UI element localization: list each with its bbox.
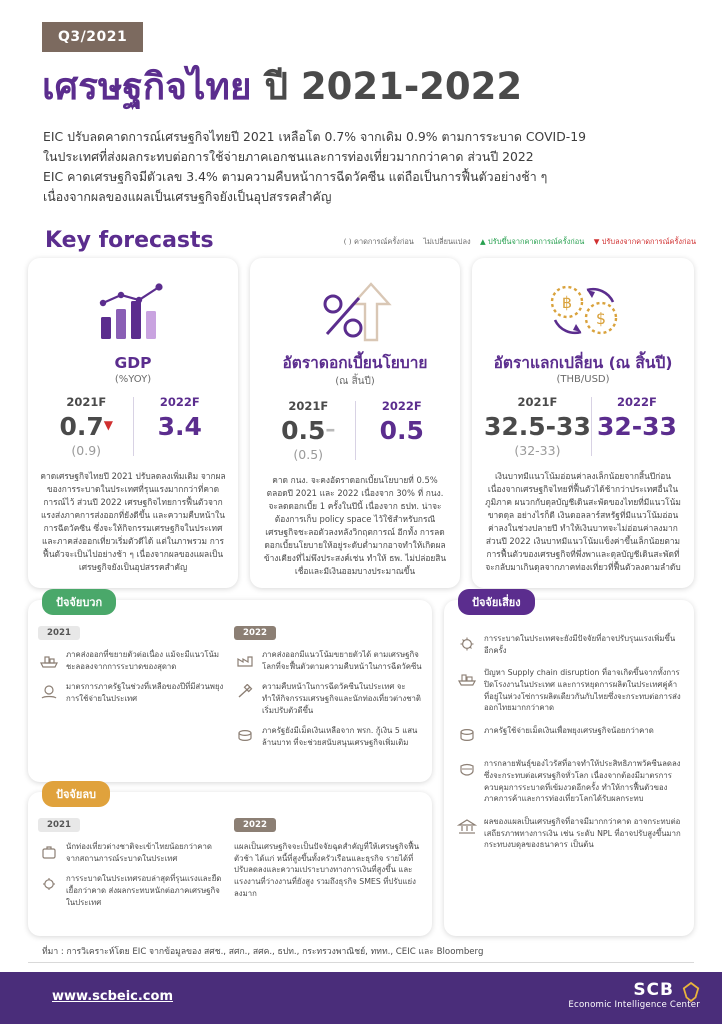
card-year2 (356, 399, 449, 462)
bank-icon (456, 725, 478, 747)
card-year-row (262, 399, 448, 462)
card-year1-prev: (0.5) (293, 447, 324, 463)
percent-arrow-icon (262, 276, 448, 348)
list-item (234, 841, 422, 899)
bar-chart-growth-icon (40, 276, 226, 348)
legend (344, 236, 696, 248)
list-item (456, 667, 682, 714)
card-year2-value: 0.5 (379, 416, 424, 446)
card-title: อัตราแลกเปลี่ยน (ณ สิ้นปี) (493, 354, 673, 372)
page-title-years: ปี 2021-2022 (264, 65, 523, 108)
list-item (38, 873, 226, 908)
list-item-text: ภาคส่งออกมีแนวโน้มขยายตัวได้ ตามเศรษฐกิจโลกที่จะฟื้นตัวตามความคืบหน้าในการฉีดวัคซีน (262, 650, 422, 671)
list-item (234, 649, 422, 672)
list-item-text: ภาครัฐใช้จ่ายเม็ดเงินเพื่อพยุงเศรษฐกิจน้อยกว่าคาด (484, 726, 654, 736)
card-subtitle: (THB/USD) (556, 374, 610, 386)
legend-flat: ไม่เปลี่ยนแปลง (423, 237, 471, 246)
container-ship-icon (456, 667, 478, 689)
luggage-icon (38, 841, 60, 863)
card-year1-label: 2021F (66, 395, 107, 410)
flat-icon: – (325, 417, 336, 442)
footer-website-link[interactable]: www.scbeic.com (52, 989, 173, 1004)
intro-line: ในประเทศที่ส่งผลกระทบต่อการใช้จ่ายภาคเอกชนและการท่องเที่ยวมากกว่าคาด ส่วนปี 2022 (43, 149, 534, 165)
list-item-text: การระบาดในประเทศรอบล่าสุดที่รุนแรงและยืดเยื้อกว่าคาด ส่งผลกระทบหนักต่อภาคเศรษฐกิจในประเทศ (66, 874, 222, 907)
page-title-th: เศรษฐกิจไทย (42, 65, 252, 108)
card-year1-value: 0.5 (281, 416, 326, 446)
negative-column-2022 (234, 812, 422, 908)
forecast-cards (28, 258, 694, 588)
panel-tab-risk: ปัจจัยเสี่ยง (458, 589, 535, 615)
card-year2-label: 2022F (381, 399, 422, 414)
card-year2-label: 2022F (159, 395, 200, 410)
list-item (456, 816, 682, 851)
list-item-text: นักท่องเที่ยวต่างชาติจะเข้าไทยน้อยกว่าคาด จากสถานการณ์ระบาดในประเทศ (66, 842, 212, 863)
negative-column-2021 (38, 812, 226, 908)
brand-subtitle: Economic Intelligence Center (568, 1000, 700, 1010)
card-year1-value: 32.5-33 (484, 412, 591, 442)
panel-negative-factors (28, 788, 432, 936)
card-year1-value: 0.7 (59, 412, 104, 442)
cargo-ship-icon (38, 649, 60, 671)
mask-icon (456, 758, 478, 780)
card-subtitle: (ณ สิ้นปี) (335, 376, 375, 388)
card-year2-value: 3.4 (157, 412, 202, 442)
list-item (456, 633, 682, 656)
card-year1-label: 2021F (517, 395, 558, 410)
list-item-text: การระบาดในประเทศจะยังมีปัจจัยที่อาจปรับรุนแรงเพิ่มขึ้นอีกครั้ง (484, 634, 676, 655)
factory-icon (234, 649, 256, 671)
list-item (456, 758, 682, 805)
scb-logo-icon (682, 982, 700, 1002)
card-title: GDP (114, 354, 152, 372)
card-year-row (40, 395, 226, 458)
divider (28, 962, 694, 963)
intro-line: EIC คาดเศรษฐกิจมีตัวเลข 3.4% ตามความคืบหน้าการฉีดวัคซีน แต่ถือเป็นการฟื้นตัวอย่างช้า ๆ (43, 169, 548, 185)
legend-down: ▼ ปรับลงจากคาดการณ์ครั้งก่อน (593, 237, 696, 246)
forecast-card-policy-rate (250, 258, 460, 588)
card-year1 (484, 395, 591, 458)
list-item (456, 725, 682, 747)
vaccine-icon (234, 681, 256, 703)
list-item-text: ภาคส่งออกที่ขยายตัวต่อเนื่อง แม้จะมีแนวโน้มชะลอลงจากการระบาดของสุดาด (66, 650, 219, 671)
list-item (38, 681, 226, 704)
list-item-text: ภาครัฐยังมีเม็ดเงินเหลือจาก พรก. กู้เงิน 5 แสนล้านบาท ที่จะช่วยสนับสนุนเศรษฐกิจเพิ่มเติม (262, 726, 418, 748)
year-chip-2021: 2021 (38, 818, 80, 832)
source-note: ที่มา : การวิเคราะห์โดย EIC จากข้อมูลของ สศช., สศก., สศค., ธปท., กระทรวงพาณิชย์, ททท., CEIC และ Bloomberg (42, 947, 484, 957)
brand-name: SCB (633, 980, 674, 1000)
legend-paren: ( ) คาดการณ์ครั้งก่อน (343, 237, 414, 246)
card-year1-value-wrap (40, 413, 133, 442)
positive-column-2022 (234, 620, 422, 749)
virus-icon (38, 873, 60, 895)
intro-paragraph (43, 127, 683, 207)
list-item (38, 841, 226, 864)
list-item-text: ความคืบหน้าในการฉีดวัคซีนในประเทศ จะทำให้กิจกรรมเศรษฐกิจและนักท่องเที่ยวต่างชาติเริ่มปรับตัวดีขึ้น (262, 682, 421, 715)
money-hand-icon (38, 681, 60, 703)
legend-up: ▲ ปรับขึ้นจากคาดการณ์ครั้งก่อน (480, 237, 585, 246)
card-year2 (592, 395, 682, 458)
svg-text:฿: ฿ (561, 293, 573, 312)
card-year1 (262, 399, 355, 462)
year-chip-2022: 2022 (234, 818, 276, 832)
card-year-row (484, 395, 682, 458)
list-item (234, 681, 422, 716)
svg-text:$: $ (595, 309, 607, 328)
card-year1-label: 2021F (288, 399, 329, 414)
panel-tab-positive: ปัจจัยบวก (42, 589, 116, 615)
card-subtitle: (%YOY) (114, 374, 152, 386)
list-item-text: ผลของแผลเป็นเศรษฐกิจที่อาจมีมากกว่าคาด อาจกระทบต่อเสถียรภาพทางการเงิน เช่น ระดับ NPL ที่อาจปรับสูงขึ้นมากกระทบงบดุลของธนาคาร เป็นต้น (484, 816, 681, 850)
down-arrow-icon: ▼ (103, 418, 114, 433)
card-year2 (134, 395, 227, 458)
panel-risk-factors (444, 596, 694, 936)
list-item-text: แผลเป็นเศรษฐกิจจะเป็นปัจจัยฉุดสำคัญที่ให้เศรษฐกิจฟื้นตัวช้า ได้แก่ หนี้ที่สูงขึ้นทั้งครัวเรือนและธุรกิจ รายได้ที่ปรับลดลงและความเปราะบางทางการเงินที่สูงขึ้น และแรงงานที่ว่างงานที่ยังสูง รวมถึงธุรกิจ SMES ที่ปรับแย่งลงมาก (234, 842, 420, 898)
list-item-text: ปัญหา Supply chain disruption ที่อาจเกิดขึ้นจากทั้งการปิดโรงงานในประเทศ และการหยุดการผลิตในประเทศคู่ค้าที่อยู่ในห่วงโซ่การผลิตเดียวกันกับไทยซึ่งจะกระทบต่อการส่งออกไทยมากกว่าคาด (484, 668, 681, 713)
intro-line: เนื่องจากผลของแผลเป็นเศรษฐกิจยังเป็นอุปสรรคสำคัญ (43, 189, 332, 205)
quarter-badge: Q3/2021 (42, 22, 143, 52)
list-item (234, 725, 422, 748)
risk-list (444, 600, 694, 859)
panel-tab-negative: ปัจจัยลบ (42, 781, 110, 807)
forecast-card-gdp (28, 258, 238, 588)
forecast-card-fx (472, 258, 694, 588)
section-title-key-forecasts: Key forecasts (45, 228, 214, 253)
footer-brand (568, 980, 700, 1010)
year-chip-2021: 2021 (38, 626, 80, 640)
year-chip-2022: 2022 (234, 626, 276, 640)
card-body: เงินบาทมีแนวโน้มอ่อนค่าลงเล็กน้อยจากสิ้นปีก่อน เนื่องจากเศรษฐกิจไทยที่ฟื้นตัวได้ช้ากว่าประเทศอื่นในภูมิภาค ผนวกกับดุลบัญชีเดินสะพัดของไทยที่มีแนวโน้มขาดดุล อย่างไรก็ดี เงินดอลลาร์สหรัฐที่มีแนวโน้มอ่อนค่าลงในช่วงปลายปี ทำให้เงินบาทจะไม่อ่อนค่าลงมาก ส่วนปี 2022 เงินบาทมีแนวโน้มแข็งค่าขึ้นเล็กน้อยตามการฟื้นตัวของเศรษฐกิจที่พึ่งพาและดุลบัญชีเดินสะพัดที่จะกลับมาเกินดุลจากภาคท่องเที่ยวที่ฟื้นตัวลงตามลำดับ (485, 471, 681, 573)
panel-positive-factors (28, 596, 432, 782)
card-year1-prev: (32-33) (514, 443, 561, 459)
page-footer (0, 972, 722, 1024)
card-year1-prev: (0.9) (71, 443, 102, 459)
bank-columns-icon (456, 816, 478, 838)
card-year1 (40, 395, 133, 458)
card-year2-label: 2022F (616, 395, 657, 410)
virus-icon (456, 633, 478, 655)
fx-exchange-icon (484, 276, 682, 348)
positive-columns (28, 600, 432, 757)
page-title (42, 66, 522, 109)
negative-columns (28, 792, 432, 916)
card-body: คาดเศรษฐกิจไทยปี 2021 ปรับลดลงเพิ่มเติม จากผลของการระบาดในประเทศที่รุนแรงมากกว่าที่คาดการณ์ไว้ ส่วนปี 2022 เศรษฐกิจไทยการฟื้นตัวจากแรงส่งภาคการส่งออกที่ยังดีขึ้น และความคืบหน้าในการฉีดวัคซีน ซึ่งจะให้กิจกรรมเศรษฐกิจในประเทศและภาคส่งออกเที่ยวเริ่มตัวดีได้ แต่ในภาพรวม การฟื้นตัวจะเป็นไปอย่างช้า ๆ เนื่องจากผลของแผลเป็นเศรษฐกิจยังเป็นอุปสรรคสำคัญ (40, 471, 226, 573)
coins-icon (234, 725, 256, 747)
card-year2-value: 32-33 (596, 412, 677, 442)
list-item-text: มาตรการภาครัฐในช่วงที่เหลือของปีที่มีส่วนพยุงการใช้จ่ายในประเทศ (66, 682, 224, 704)
list-item-text: การกลายพันธุ์ของไวรัสที่อาจทำให้ประสิทธิภาพวัคซีนลดลง ซึ่งจะกระทบต่อเศรษฐกิจทั่วโลก เนื่องจากต้องมีมาตรการควบคุมการระบาดที่เข้มงวดอีกครั้ง ทำให้การฟื้นตัวของภาคการค้าและการท่องเที่ยวโลกได้รับผลกระทบ (484, 759, 681, 804)
list-item (38, 649, 226, 672)
card-title: อัตราดอกเบี้ยนโยบาย (282, 354, 428, 372)
intro-line: EIC ปรับลดคาดการณ์เศรษฐกิจไทยปี 2021 เหลือโต 0.7% จากเดิม 0.9% ตามการระบาด COVID-19 (43, 129, 586, 144)
positive-column-2021 (38, 620, 226, 749)
card-year1-value-wrap (262, 417, 355, 446)
card-body: คาด กนง. จะคงอัตราดอกเบี้ยนโยบายที่ 0.5% ตลอดปี 2021 และ 2022 เนื่องจาก 30% ที่ กนง. จะลดดอกเบี้ย 1 ครั้งในปีนี้ เนื่องจาก ธปท. น่าจะต้องการเก็บ policy space ไว้ใช้สำหรับกรณีเศรษฐกิจชะลอตัวลงหลังวิกฤตการณ์ อีกทั้ง การลดดอกเบี้ยนโยบายให้อยู่ระดับต่ำมากอาจทำให้เกิดผลข้างเคียงที่ไม่พึงประสงค์เช่น ทำให้ ธพ. ไม่ปล่อยสินเชื่อและมีเงินออมบางประมาณขึ้น (263, 475, 447, 577)
